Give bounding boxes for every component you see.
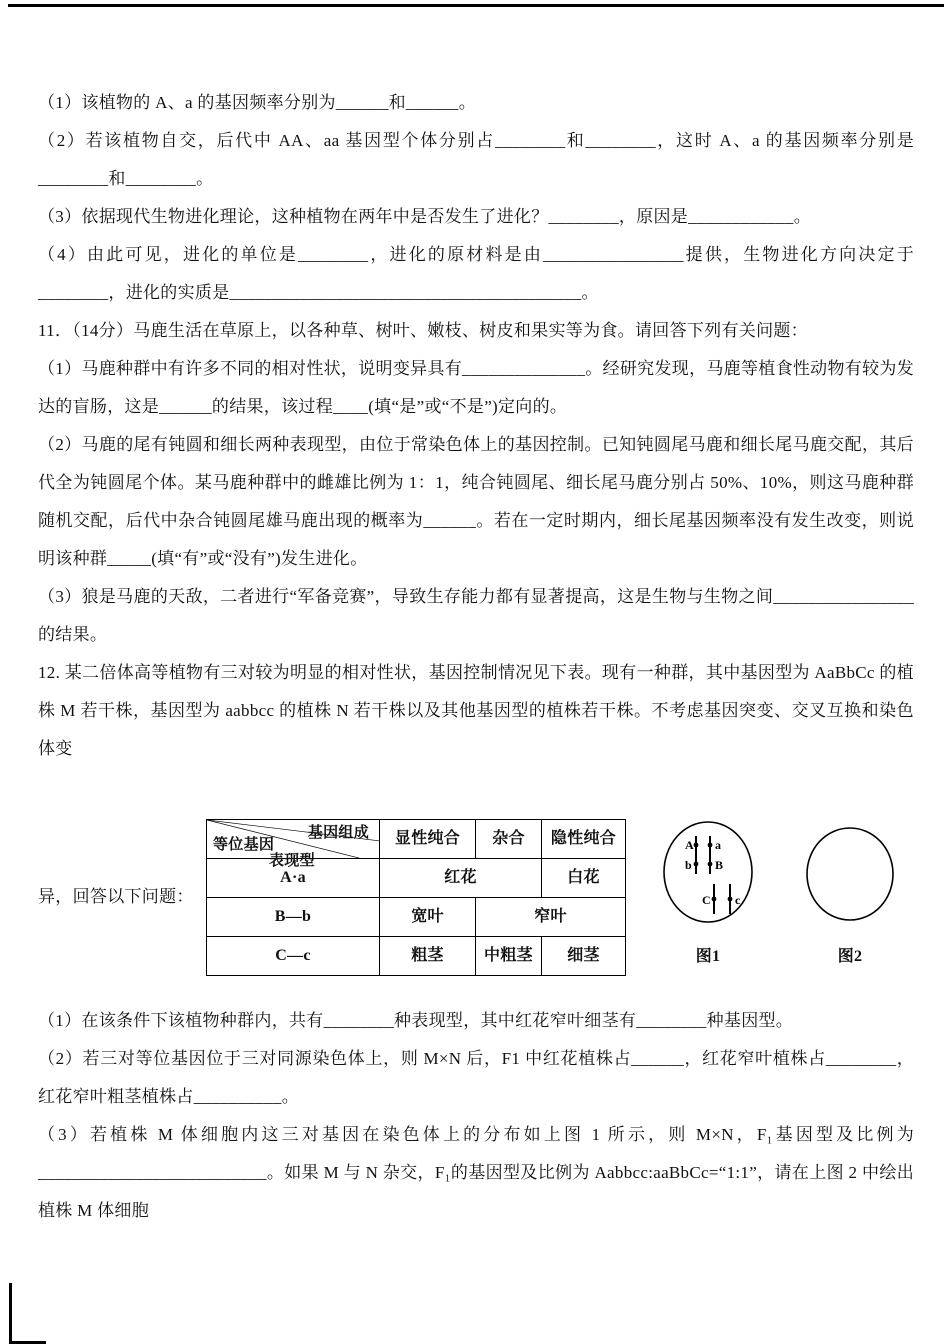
question-line: （4）由此可见，进化的单位是________，进化的原材料是由________________提供，生物进化方向决定于________，进化的实质是________________________________________。 [38, 245, 914, 302]
question-line: （3）若植株 M 体细胞内这三对基因在染色体上的分布如上图 1 所示，则 M×N，F₁基因型及比例为__________________________。如果 M 与 N 杂交，F₁的基因型及比例为 Aabbcc:aaBbCc=“1:1”，请在上图 2 中绘出植株 M 体细胞 [38, 1125, 914, 1220]
col-header: 显性纯合 [380, 819, 476, 858]
question-line: （3）狼是马鹿的天敌，二者进行“军备竞赛”，导致生存能力都有显著提高，这是生物与生物之间________________的结果。 [38, 587, 914, 644]
page-border-corner [9, 1283, 46, 1344]
table-cell: 白花 [542, 858, 626, 897]
question-line: （2）若该植物自交，后代中 AA、aa 基因型个体分别占________和________，这时 A、a 的基因频率分别是________和________。 [38, 131, 914, 188]
table-cell: 粗茎 [380, 936, 476, 975]
page-border-top [8, 4, 944, 7]
locus-label: B [715, 858, 724, 872]
col-header: 杂合 [476, 819, 542, 858]
empty-cell-diagram [800, 818, 900, 936]
gene-trait-table [206, 819, 626, 976]
figures [656, 818, 900, 976]
question-line: （1）马鹿种群中有许多不同的相对性状，说明变异具有______________。经研究发现，马鹿等植食性动物有较为发达的盲肠，这是______的结果，该过程____(填“是”或“不是”)定向的。 [38, 359, 914, 416]
locus-label: b [685, 858, 692, 872]
question-line: （2）若三对等位基因位于三对同源染色体上，则 M×N 后，F1 中红花植株占______，红花窄叶植株占________，红花窄叶粗茎植株占__________。 [38, 1049, 914, 1106]
exam-content [38, 84, 914, 1230]
figure-1 [656, 818, 760, 976]
locus-label: C [702, 893, 711, 907]
row-header: A·a [207, 858, 380, 897]
cell-membrane [807, 828, 893, 920]
table-cell: 窄叶 [476, 897, 626, 936]
question-line: （2）马鹿的尾有钝圆和细长两种表现型，由位于常染色体上的基因控制。已知钝圆尾马鹿和细长尾马鹿交配，其后代全为钝圆尾个体。某马鹿种群中的雌雄比例为 1：1，纯合钝圆尾、细长尾马鹿分别占 50%、10%，则这马鹿种群随机交配，后代中杂合钝圆尾雄马鹿出现的概率为______。若在一定时期内，细长尾基因频率没有发生改变，则说明该种群_____(填“有”或“没有”)发生进化。 [38, 435, 914, 568]
table-row [207, 936, 626, 975]
row-header: B—b [207, 897, 380, 936]
row-header: C—c [207, 936, 380, 975]
locus-label: c [735, 893, 741, 907]
table-cell: 宽叶 [380, 897, 476, 936]
locus-label: a [715, 838, 722, 852]
col-header: 隐性纯合 [542, 819, 626, 858]
figure-2 [800, 818, 900, 976]
question-line: （3）依据现代生物进化理论，这种植物在两年中是否发生了进化？________，原因是____________。 [38, 207, 811, 226]
question-11-stem: 11．（14分）马鹿生活在草原上，以各种草、树叶、嫩枝、树皮和果实等为食。请回答下列有关问题： [38, 321, 808, 340]
corner-label-allele: 等位基因 [213, 836, 275, 853]
question-line: （1）该植物的 A、a 的基因频率分别为______和______。 [38, 93, 477, 112]
corner-label-genotype: 基因组成 [307, 824, 369, 841]
table-cell: 细茎 [542, 936, 626, 975]
question-line: （1）在该条件下该植物种群内，共有________种表现型，其中红花窄叶细茎有________种基因型。 [38, 1011, 794, 1030]
cell-membrane [664, 822, 752, 922]
corner-label-phenotype: 表现型 [269, 852, 315, 869]
cell-diagram-with-chromosomes [656, 818, 760, 936]
stem-continuation-text: 异，回答以下问题： [38, 887, 194, 906]
diagonal-header-cell [207, 819, 380, 869]
figure-1-caption: 图1 [695, 948, 721, 965]
figure-2-caption: 图2 [837, 948, 863, 965]
locus-label: A [685, 838, 694, 852]
table-and-figures-block [38, 818, 914, 976]
question-12-stem: 12. 某二倍体高等植物有三对较为明显的相对性状，基因控制情况见下表。现有一种群，其中基因型为 AaBbCc 的植株 M 若干株，基因型为 aabbcc 的植株 N 若干株以及其他基因型的植株若干株。不考虑基因突变、交叉互换和染色体变 [38, 663, 914, 758]
table-cell: 中粗茎 [476, 936, 542, 975]
table-row [207, 897, 626, 936]
table-cell: 红花 [380, 858, 542, 897]
